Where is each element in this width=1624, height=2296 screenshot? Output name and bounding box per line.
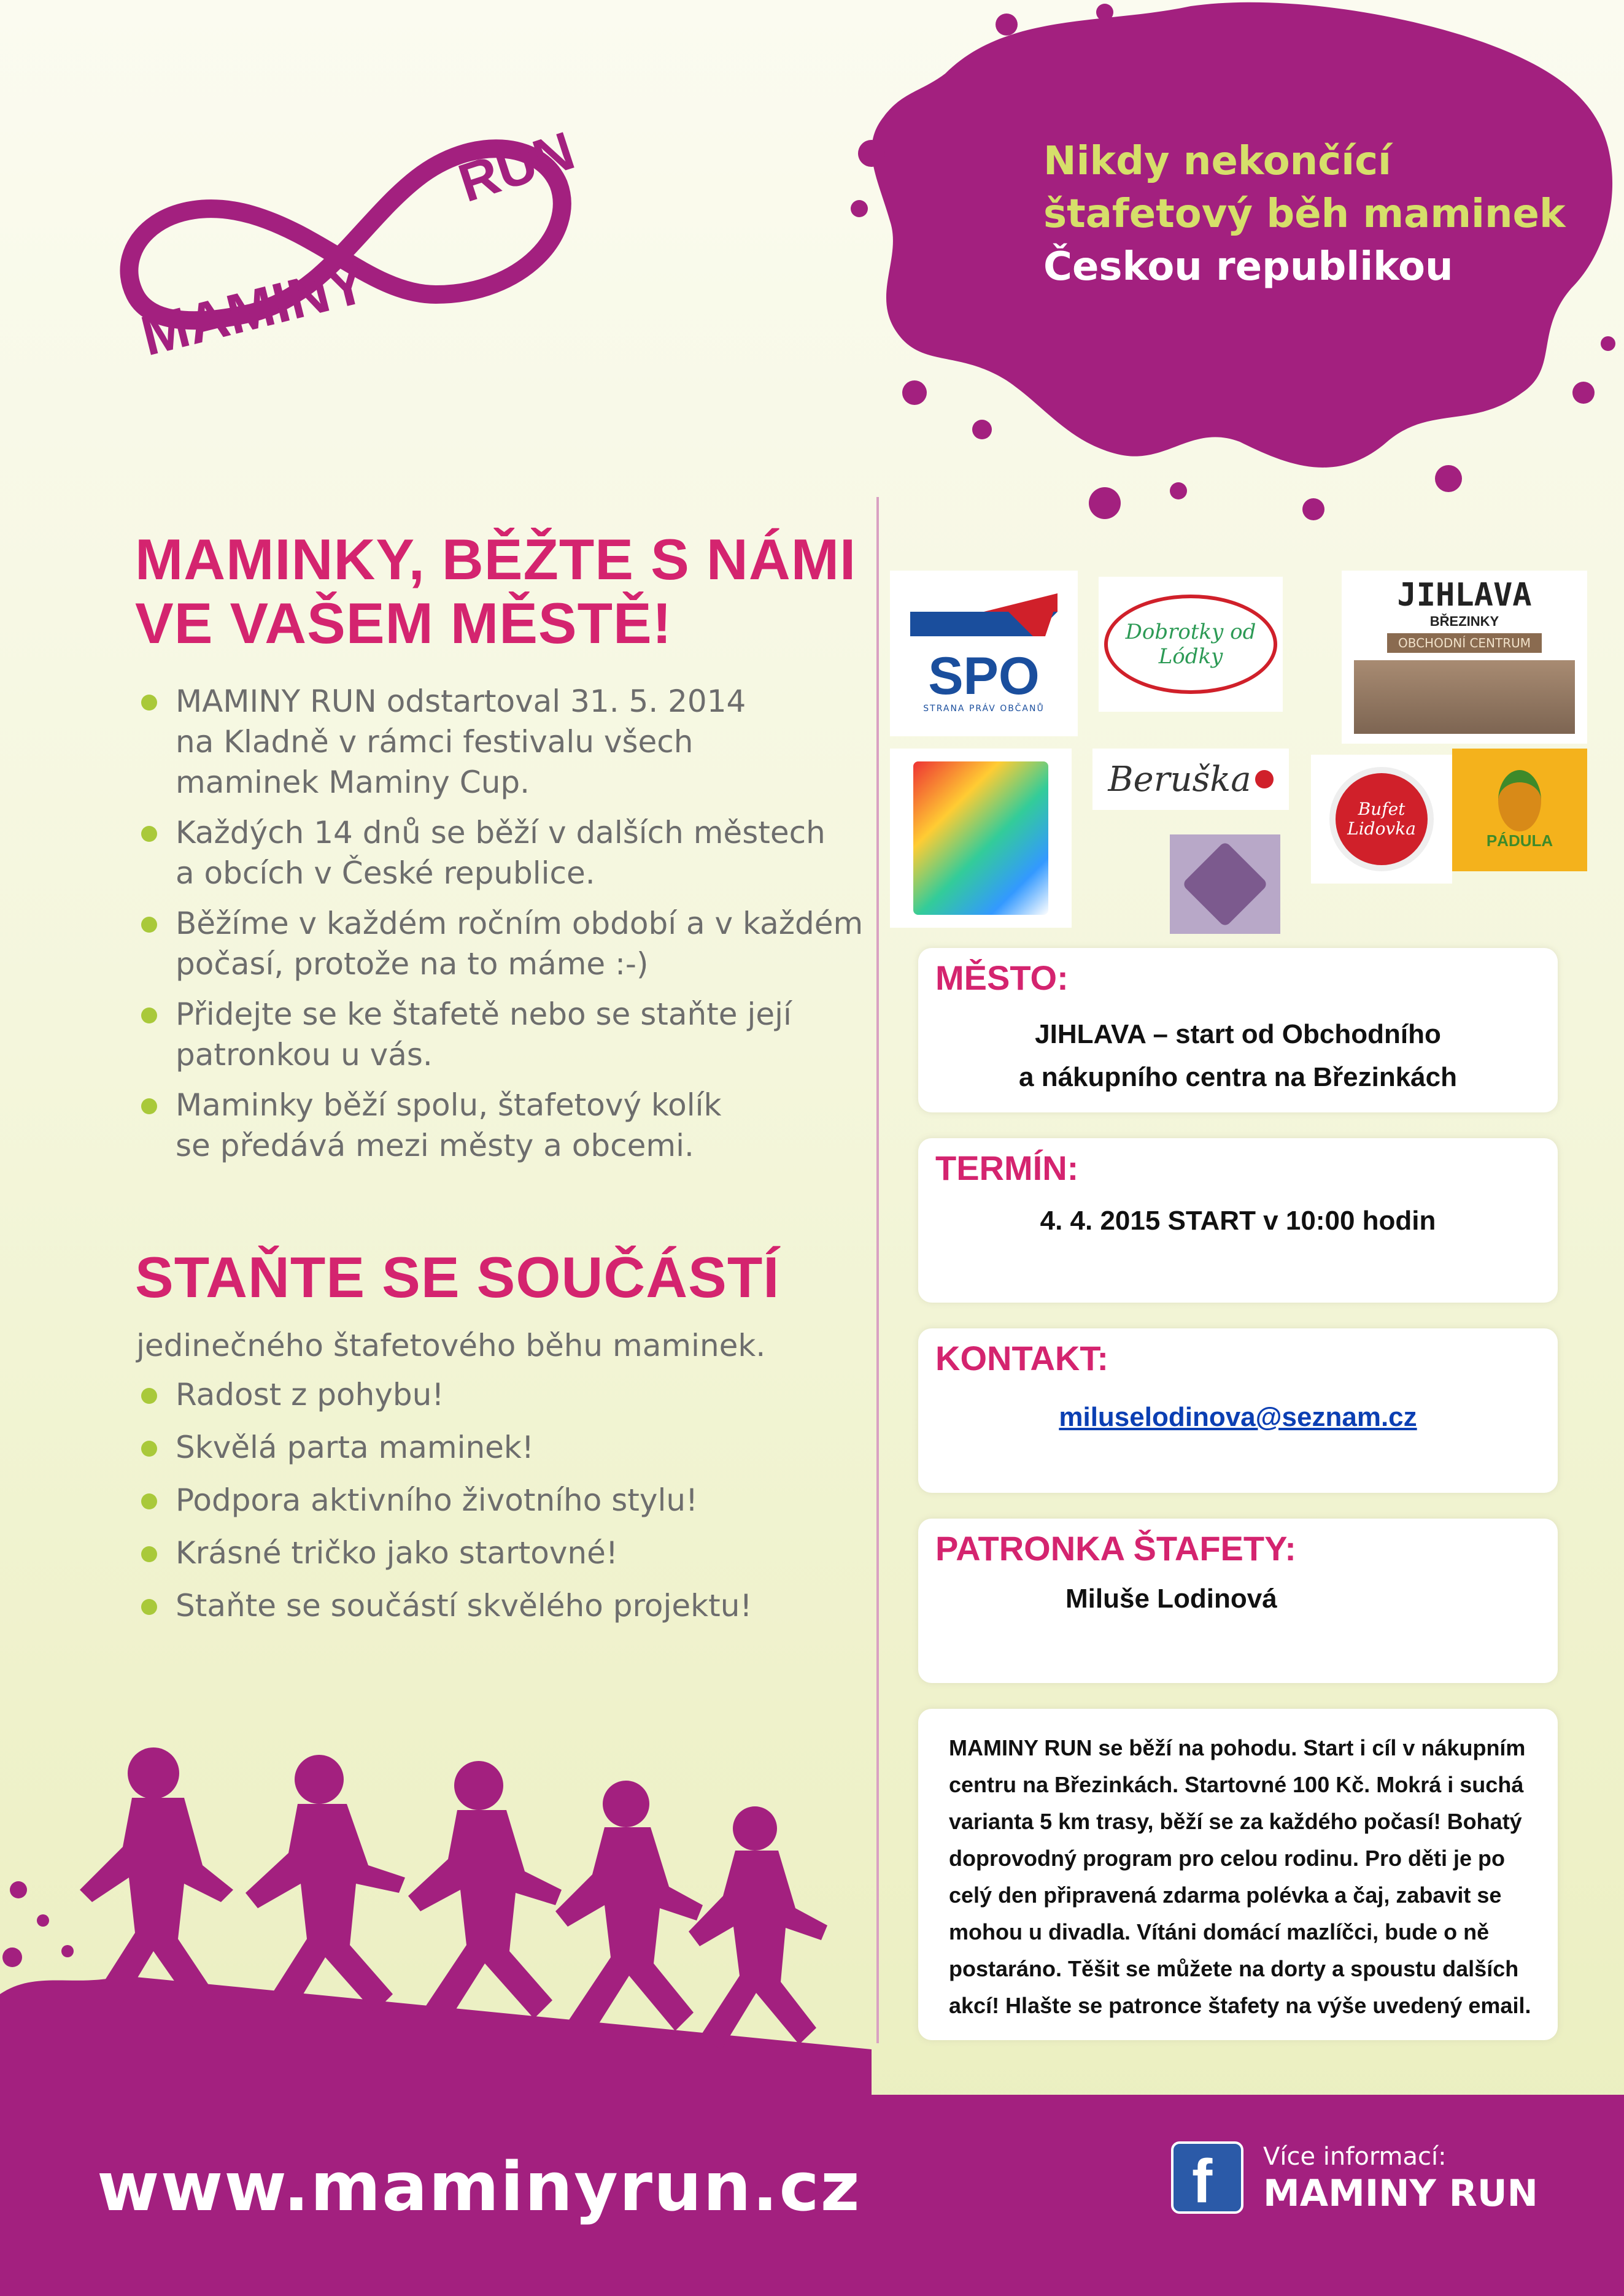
sponsor-jihlava-brezinky <box>1342 571 1587 744</box>
runners-silhouette <box>0 1706 872 2098</box>
maminy-run-logo <box>92 110 644 393</box>
sponsor-padula <box>1452 749 1587 871</box>
patron-name: Miluše Lodinová <box>1065 1584 1277 1614</box>
facebook-page-name[interactable]: MAMINY RUN <box>1263 2172 1538 2215</box>
list-item-text: na Kladně v rámci festivalu všech <box>176 724 694 760</box>
sponsor-logos <box>890 571 1587 934</box>
join-intro: jedinečného štafetového běhu maminek. <box>136 1328 766 1363</box>
list-item-text: Staňte se součástí skvělého projektu! <box>176 1588 752 1624</box>
list-item <box>137 1427 874 1468</box>
list-item-text: Radost z pohybu! <box>176 1377 444 1412</box>
city-name: JIHLAVA <box>1035 1019 1146 1049</box>
description-box <box>918 1709 1558 2040</box>
date-value: 4. 4. 2015 START v 10:00 hodin <box>1040 1206 1436 1236</box>
main-heading <box>135 528 859 655</box>
join-heading: STAŇTE SE SOUČÁSTÍ <box>135 1245 780 1309</box>
padula-label: PÁDULA <box>1486 831 1553 850</box>
list-item-text: Podpora aktivního životního stylu! <box>176 1482 698 1518</box>
tagline <box>1043 135 1596 293</box>
ladybug-icon <box>1255 770 1274 788</box>
patron-box <box>918 1519 1558 1683</box>
sponsor-dobrotky <box>1099 577 1283 712</box>
list-item <box>137 1480 874 1520</box>
list-item <box>137 1085 874 1166</box>
list-item <box>137 1585 874 1626</box>
city-start-text: – start od Obchodního <box>1145 1019 1441 1049</box>
jihlava-label: JIHLAVA <box>1397 577 1532 614</box>
logo-word-maminy: MAMINY <box>135 252 373 368</box>
bullet-dot <box>141 1098 157 1114</box>
bullet-dot <box>141 1388 157 1404</box>
mall-building-icon <box>1354 660 1575 734</box>
contact-email-link[interactable]: miluselodinova@seznam.cz <box>1059 1402 1417 1432</box>
facebook-letter: f <box>1192 2147 1213 2216</box>
list-item-text: Přidejte se ke štafetě nebo se staňte její <box>176 996 792 1032</box>
list-item-text: patronkou u vás. <box>176 1037 433 1073</box>
list-item <box>137 812 874 893</box>
sponsor-bufet-lidovka <box>1311 755 1452 884</box>
intro-bullet-list <box>137 681 874 1176</box>
beruska-label: Beruška <box>1108 759 1251 799</box>
list-item-text: Krásné tričko jako startovné! <box>176 1535 618 1571</box>
facebook-caption: Více informací: <box>1263 2143 1447 2171</box>
contact-box <box>918 1328 1558 1493</box>
bullet-dot <box>141 826 157 842</box>
logo-word-run: RUN <box>451 119 582 214</box>
list-item <box>137 1533 874 1573</box>
list-item <box>137 681 874 803</box>
list-item-text: počasí, protože na to máme :-) <box>176 946 649 982</box>
bullet-dot <box>141 917 157 933</box>
heart-icon <box>1181 841 1268 927</box>
city-start-text-2: a nákupního centra na Březinkách <box>1019 1062 1457 1092</box>
spo-label: SPO <box>928 647 1040 706</box>
column-divider <box>876 497 879 2043</box>
patron-label: PATRONKA ŠTAFETY: <box>935 1529 1296 1568</box>
list-item-text: se předává mezi městy a obcemi. <box>176 1128 694 1163</box>
brezinky-label: BŘEZINKY <box>1429 614 1499 629</box>
obchodni-label: OBCHODNÍ CENTRUM <box>1387 633 1542 653</box>
description-text: MAMINY RUN se běží na pohodu. Start i cíl v nákupním centru na Březinkách. Startovné 100 Kč. Mokrá i suchá varianta 5 km trasy, běží se za každého počasí! Bohatý doprovodný program pro celou rodinu. Pro děti je po celý den připravená zdarma polévka a čaj, zabavit se mohou u divadla. Vítáni domácí mazlíčci, bude o ně postaráno. Těšit se můžete na dorty a spoustu dalších akcí! Hlašte se patronce štafety na výše uvedený email. <box>949 1735 1531 2018</box>
pineapple-icon <box>1498 770 1541 831</box>
list-item <box>137 994 874 1075</box>
list-item-text: maminek Maminy Cup. <box>176 765 530 800</box>
city-value <box>918 1013 1558 1099</box>
sponsor-heart-image <box>1170 834 1280 934</box>
sponsor-spo <box>890 571 1078 736</box>
city-box <box>918 948 1558 1112</box>
website-url[interactable]: www.maminyrun.cz <box>97 2148 861 2226</box>
bullet-dot <box>141 1493 157 1509</box>
list-item-text: a obcích v České republice. <box>176 855 595 891</box>
contact-label: KONTAKT: <box>935 1339 1109 1377</box>
list-item <box>137 1374 874 1415</box>
date-box <box>918 1138 1558 1303</box>
spo-flag-icon <box>910 593 1058 649</box>
sponsor-product-box <box>890 749 1072 928</box>
list-item-text: Běžíme v každém ročním období a v každém <box>176 906 864 941</box>
list-item-text: Skvělá parta maminek! <box>176 1430 534 1465</box>
product-box-icon <box>913 761 1048 915</box>
list-item-text: Každých 14 dnů se běží v dalších městech <box>176 815 826 850</box>
list-item-text: MAMINY RUN odstartoval 31. 5. 2014 <box>176 684 746 719</box>
tagline-line-1: Nikdy nekončící <box>1043 139 1391 184</box>
sponsor-beruska <box>1092 749 1289 810</box>
bullet-dot <box>141 695 157 711</box>
bullet-dot <box>141 1441 157 1457</box>
date-label: TERMÍN: <box>935 1149 1079 1187</box>
tagline-line-2: štafetový běh maminek <box>1043 191 1566 237</box>
list-item-text: Maminky běží spolu, štafetový kolík <box>176 1087 722 1123</box>
main-heading-line-1: MAMINKY, BĚŽTE S NÁMI <box>135 527 857 591</box>
facebook-icon[interactable] <box>1171 2141 1243 2214</box>
list-item <box>137 903 874 984</box>
tagline-line-3: Českou republikou <box>1043 244 1453 290</box>
bufet-label: Bufet Lidovka <box>1347 799 1416 839</box>
bullet-dot <box>141 1599 157 1615</box>
main-heading-line-2: VE VAŠEM MĚSTĚ! <box>135 591 673 655</box>
bullet-dot <box>141 1546 157 1562</box>
bullet-dot <box>141 1007 157 1023</box>
spo-sublabel: STRANA PRÁV OBČANŮ <box>923 704 1045 714</box>
dobrotky-label: Dobrotky od Lódky <box>1125 620 1256 669</box>
city-label: MĚSTO: <box>935 958 1069 997</box>
benefits-list <box>137 1374 874 1638</box>
